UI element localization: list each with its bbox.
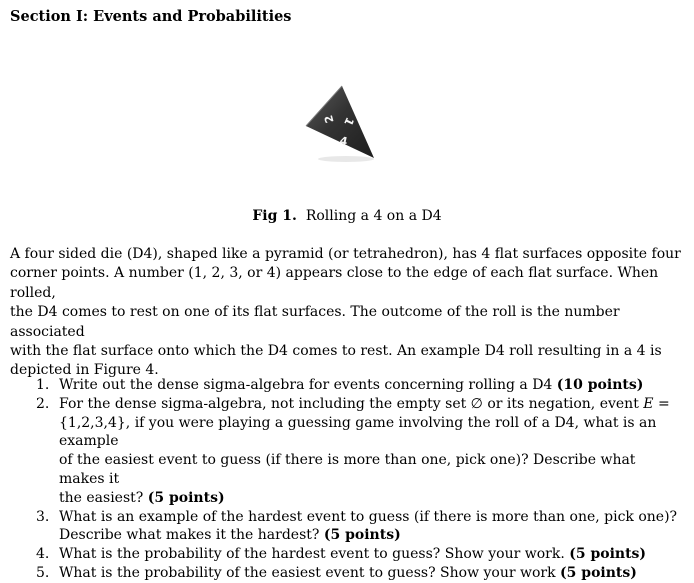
- paragraph-line: A four sided die (D4), shaped like a pyramid (or tetrahedron), has 4 flat surfaces opposite four: [10, 246, 681, 262]
- section-heading: Section I: Events and Probabilities: [10, 8, 292, 25]
- question-1: [10, 376, 685, 395]
- question-list: [10, 376, 685, 583]
- die-number-1: 1: [341, 115, 357, 128]
- question-line: of the easiest event to guess (if there is more than one, pick one)? Describe what makes it: [59, 452, 636, 487]
- event-symbol: E =: [643, 395, 670, 412]
- paragraph-line: with the flat surface onto which the D4 comes to rest. An example D4 roll resulting in a 4 is: [10, 343, 662, 360]
- question-line: For the dense sigma-algebra, not including the empty set ∅ or its negation, event E =: [59, 395, 670, 412]
- die-number-2: 2: [321, 113, 337, 125]
- question-number: 3.: [36, 508, 50, 525]
- question-line: What is the probability of the hardest event to guess? Show your work. (5 points): [59, 546, 647, 563]
- figure-label: Fig 1.: [252, 208, 297, 224]
- paragraph-line: depicted in Figure 4.: [10, 362, 159, 379]
- question-line: What is the probability of the easiest event to guess? Show your work (5 points): [59, 564, 637, 581]
- points-label: (5 points): [323, 527, 401, 544]
- question-line: What is an example of the hardest event to guess (if there is more than one, pick one)?: [59, 508, 678, 525]
- die-face: [306, 86, 374, 158]
- question-line: the easiest? (5 points): [59, 489, 225, 506]
- question-2: [10, 395, 685, 508]
- die-number-4: 4: [338, 134, 349, 149]
- die-shadow: [318, 156, 374, 162]
- question-line: Write out the dense sigma-algebra for events concerning rolling a D4 (10 points): [59, 377, 644, 393]
- paragraph-line: the D4 comes to rest on one of its flat surfaces. The outcome of the roll is the number associated: [10, 304, 620, 340]
- points-label: (5 points): [147, 489, 225, 506]
- question-number: 1.: [36, 377, 50, 393]
- figure-caption: [0, 208, 694, 224]
- question-line: Describe what makes it the hardest? (5 points): [59, 527, 401, 544]
- points-label: (5 points): [560, 564, 637, 581]
- description-paragraph: [10, 245, 685, 381]
- points-label: (10 points): [556, 377, 644, 393]
- question-5: [10, 564, 685, 583]
- paragraph-line: corner points. A number (1, 2, 3, or 4) appears close to the edge of each flat surface. When rolled,: [10, 265, 659, 301]
- figure-caption-text: Rolling a 4 on a D4: [305, 208, 442, 224]
- question-line: {1,2,3,4}, if you were playing a guessing game involving the roll of a D4, what is an example: [59, 414, 657, 450]
- question-number: 4.: [36, 546, 50, 563]
- points-label: (5 points): [569, 546, 647, 563]
- question-3: [10, 508, 685, 546]
- d4-die-image: [298, 80, 384, 166]
- question-number: 2.: [36, 395, 50, 412]
- question-4: [10, 545, 685, 564]
- question-number: 5.: [36, 564, 50, 581]
